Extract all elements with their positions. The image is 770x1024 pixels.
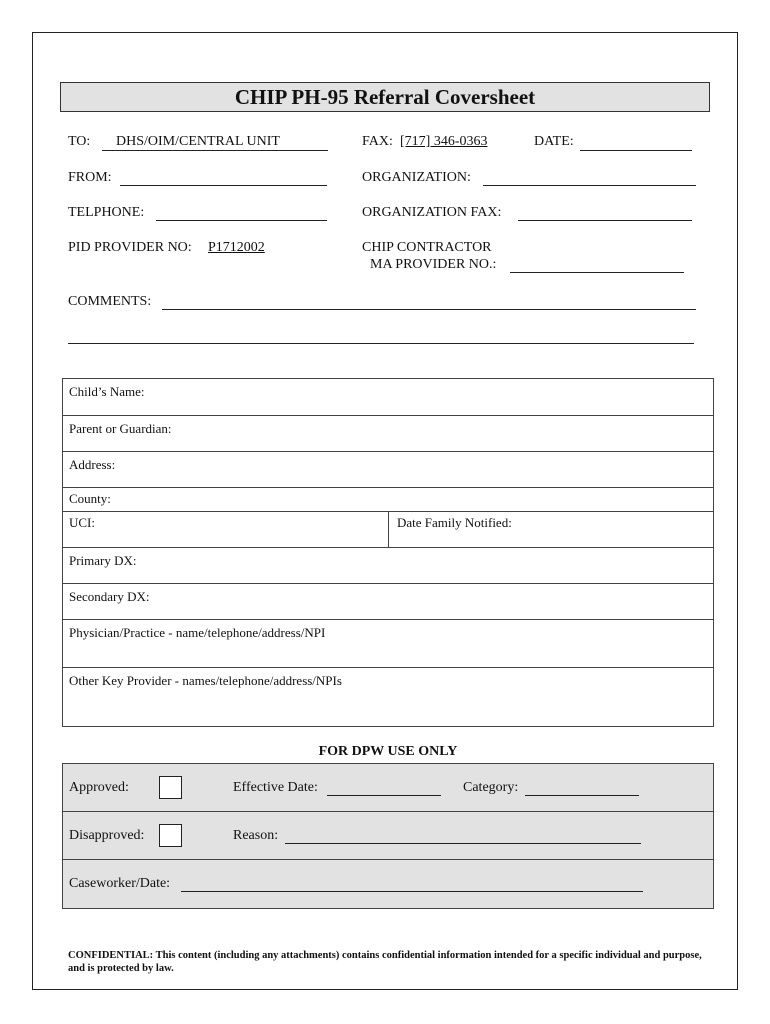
other-key-provider-row[interactable] (63, 668, 713, 726)
to-underline (102, 150, 328, 151)
fax-label: FAX: (362, 134, 393, 149)
parent-guardian-row[interactable] (63, 416, 713, 452)
disapproved-row (63, 812, 713, 860)
county-row[interactable] (63, 488, 713, 512)
ma-provider-label: MA PROVIDER NO.: (370, 257, 497, 272)
dpw-heading: FOR DPW USE ONLY (318, 744, 458, 759)
fax-value[interactable]: [717] 346-0363 (400, 134, 488, 149)
uci-row (63, 512, 713, 548)
ma-provider-field[interactable] (510, 272, 684, 273)
other-key-provider-label: Other Key Provider - names/telephone/address/NPIs (69, 673, 342, 688)
dpw-use-only-box (62, 763, 714, 909)
organization-label: ORGANIZATION: (362, 170, 471, 185)
pid-label: PID PROVIDER NO: (68, 240, 192, 255)
disapproved-checkbox[interactable] (159, 824, 182, 847)
physician-practice-row[interactable] (63, 620, 713, 668)
chip-contractor-label: CHIP CONTRACTOR (362, 240, 492, 255)
pid-value[interactable]: P1712002 (208, 240, 265, 255)
county-label: County: (69, 491, 111, 506)
primary-dx-label: Primary DX: (69, 553, 137, 568)
secondary-dx-row[interactable] (63, 584, 713, 620)
childs-name-label: Child’s Name: (69, 384, 145, 399)
caseworker-field[interactable] (181, 891, 643, 892)
to-value[interactable]: DHS/OIM/CENTRAL UNIT (116, 134, 280, 149)
effective-date-field[interactable] (327, 795, 441, 796)
to-label: TO: (68, 134, 91, 149)
confidential-notice: CONFIDENTIAL: This content (including any attachments) contains confidential information intended for a specific individual and purpose, and is protected by law. (68, 950, 702, 974)
reason-field[interactable] (285, 843, 641, 844)
approved-checkbox[interactable] (159, 776, 182, 799)
childs-name-row[interactable] (63, 379, 713, 416)
date-field[interactable] (580, 150, 692, 151)
organization-fax-field[interactable] (518, 220, 692, 221)
date-label: DATE: (534, 134, 574, 149)
child-info-table (62, 378, 714, 727)
from-field[interactable] (120, 185, 327, 186)
telphone-label: TELPHONE: (68, 205, 145, 220)
uci-divider (388, 512, 389, 547)
category-field[interactable] (525, 795, 639, 796)
address-label: Address: (69, 457, 116, 472)
from-label: FROM: (68, 170, 112, 185)
approved-label: Approved: (69, 780, 129, 795)
address-row[interactable] (63, 452, 713, 488)
approved-row (63, 764, 713, 812)
comments-field-line-1[interactable] (162, 309, 696, 310)
caseworker-label: Caseworker/Date: (69, 876, 171, 891)
form-title: CHIP PH-95 Referral Coversheet (60, 82, 710, 112)
effective-date-label: Effective Date: (233, 780, 318, 795)
comments-field-line-2[interactable] (68, 343, 694, 344)
caseworker-row (63, 860, 713, 908)
physician-practice-label: Physician/Practice - name/telephone/address/NPI (69, 625, 326, 640)
parent-guardian-label: Parent or Guardian: (69, 421, 172, 436)
disapproved-label: Disapproved: (69, 828, 145, 843)
uci-label: UCI: (69, 515, 95, 530)
comments-label: COMMENTS: (68, 294, 152, 309)
category-label: Category: (463, 780, 519, 795)
organization-fax-label: ORGANIZATION FAX: (362, 205, 502, 220)
primary-dx-row[interactable] (63, 548, 713, 584)
secondary-dx-label: Secondary DX: (69, 589, 150, 604)
organization-field[interactable] (483, 185, 696, 186)
date-family-notified-label: Date Family Notified: (397, 515, 512, 530)
telphone-field[interactable] (156, 220, 327, 221)
reason-label: Reason: (233, 828, 279, 843)
